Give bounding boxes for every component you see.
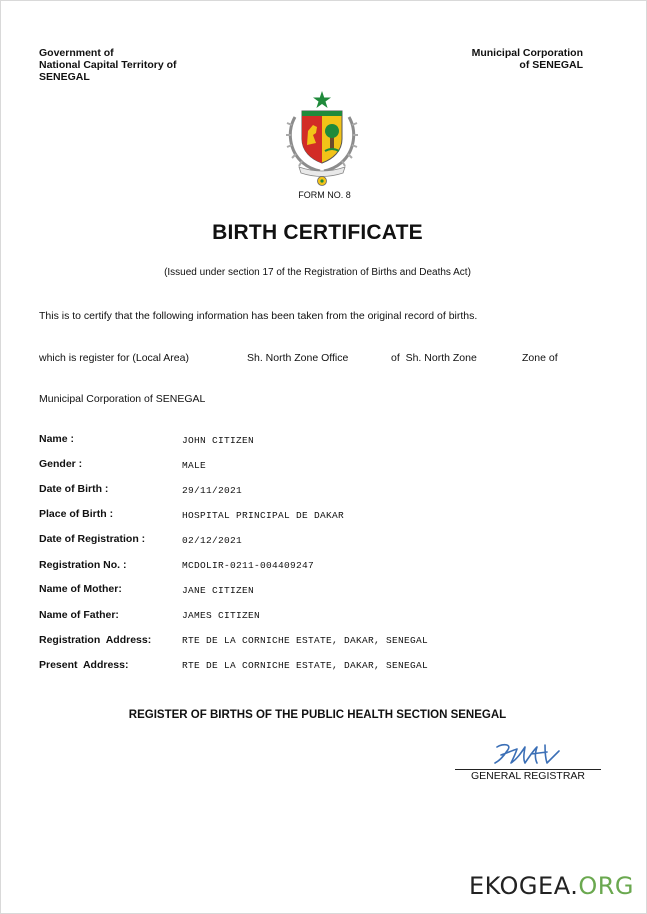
- watermark: [469, 872, 634, 900]
- field-label-date-of-birth: Date of Birth :: [39, 483, 109, 495]
- field-value-father: JAMES CITIZEN: [182, 610, 261, 621]
- field-value-place-of-birth: HOSPITAL PRINCIPAL DE DAKAR: [182, 510, 345, 521]
- form-number: FORM NO. 8: [298, 190, 351, 200]
- government-line-2: National Capital Territory of: [39, 59, 177, 71]
- field-value-name: JOHN CITIZEN: [182, 435, 255, 446]
- field-label-mother: Name of Mother:: [39, 583, 122, 595]
- field-value-date-of-registration: 02/12/2021: [182, 535, 243, 546]
- register-zone: of Sh. North Zone: [391, 352, 477, 364]
- register-footer-title: REGISTER OF BIRTHS OF THE PUBLIC HEALTH SECTION SENEGAL: [128, 709, 507, 721]
- government-line-1: Government of: [39, 47, 114, 59]
- field-value-date-of-birth: 29/11/2021: [182, 485, 243, 496]
- registrar-signature: [491, 741, 563, 767]
- senegal-coat-of-arms-icon: [283, 89, 361, 187]
- watermark-part-1: EKOGEA.: [468, 872, 579, 900]
- register-office: Sh. North Zone Office: [247, 352, 349, 364]
- government-line-3: SENEGAL: [39, 71, 90, 83]
- general-registrar-label: GENERAL REGISTRAR: [471, 770, 585, 782]
- field-value-registration-no: MCDOLIR-0211-004409247: [182, 560, 315, 571]
- field-value-present-address: RTE DE LA CORNICHE ESTATE, DAKAR, SENEGAL: [182, 660, 429, 671]
- field-label-place-of-birth: Place of Birth :: [39, 508, 114, 520]
- register-zone-of: Zone of: [522, 352, 558, 364]
- field-value-mother: JANE CITIZEN: [182, 585, 255, 596]
- field-label-gender: Gender :: [39, 458, 83, 470]
- field-label-registration-address: Registration Address:: [39, 634, 152, 646]
- field-label-registration-no: Registration No. :: [39, 559, 127, 571]
- register-local-area-label: which is register for (Local Area): [39, 352, 189, 364]
- municipal-header: [472, 47, 583, 71]
- municipal-line-2: of SENEGAL: [519, 59, 583, 71]
- government-header: [39, 47, 177, 83]
- field-label-present-address: Present Address:: [39, 659, 129, 671]
- page-title: BIRTH CERTIFICATE: [212, 221, 423, 244]
- field-value-registration-address: RTE DE LA CORNICHE ESTATE, DAKAR, SENEGAL: [182, 635, 429, 646]
- certify-statement: This is to certify that the following information has been taken from the original record of births.: [39, 310, 478, 322]
- field-label-name: Name :: [39, 433, 75, 445]
- issued-under-note: (Issued under section 17 of the Registration of Births and Deaths Act): [164, 267, 471, 278]
- municipal-corporation-line: Municipal Corporation of SENEGAL: [39, 393, 206, 405]
- field-label-father: Name of Father:: [39, 609, 119, 621]
- municipal-line-1: Municipal Corporation: [471, 47, 583, 59]
- field-label-date-of-registration: Date of Registration :: [39, 533, 146, 545]
- field-value-gender: MALE: [182, 460, 207, 471]
- watermark-part-2: ORG: [578, 872, 634, 900]
